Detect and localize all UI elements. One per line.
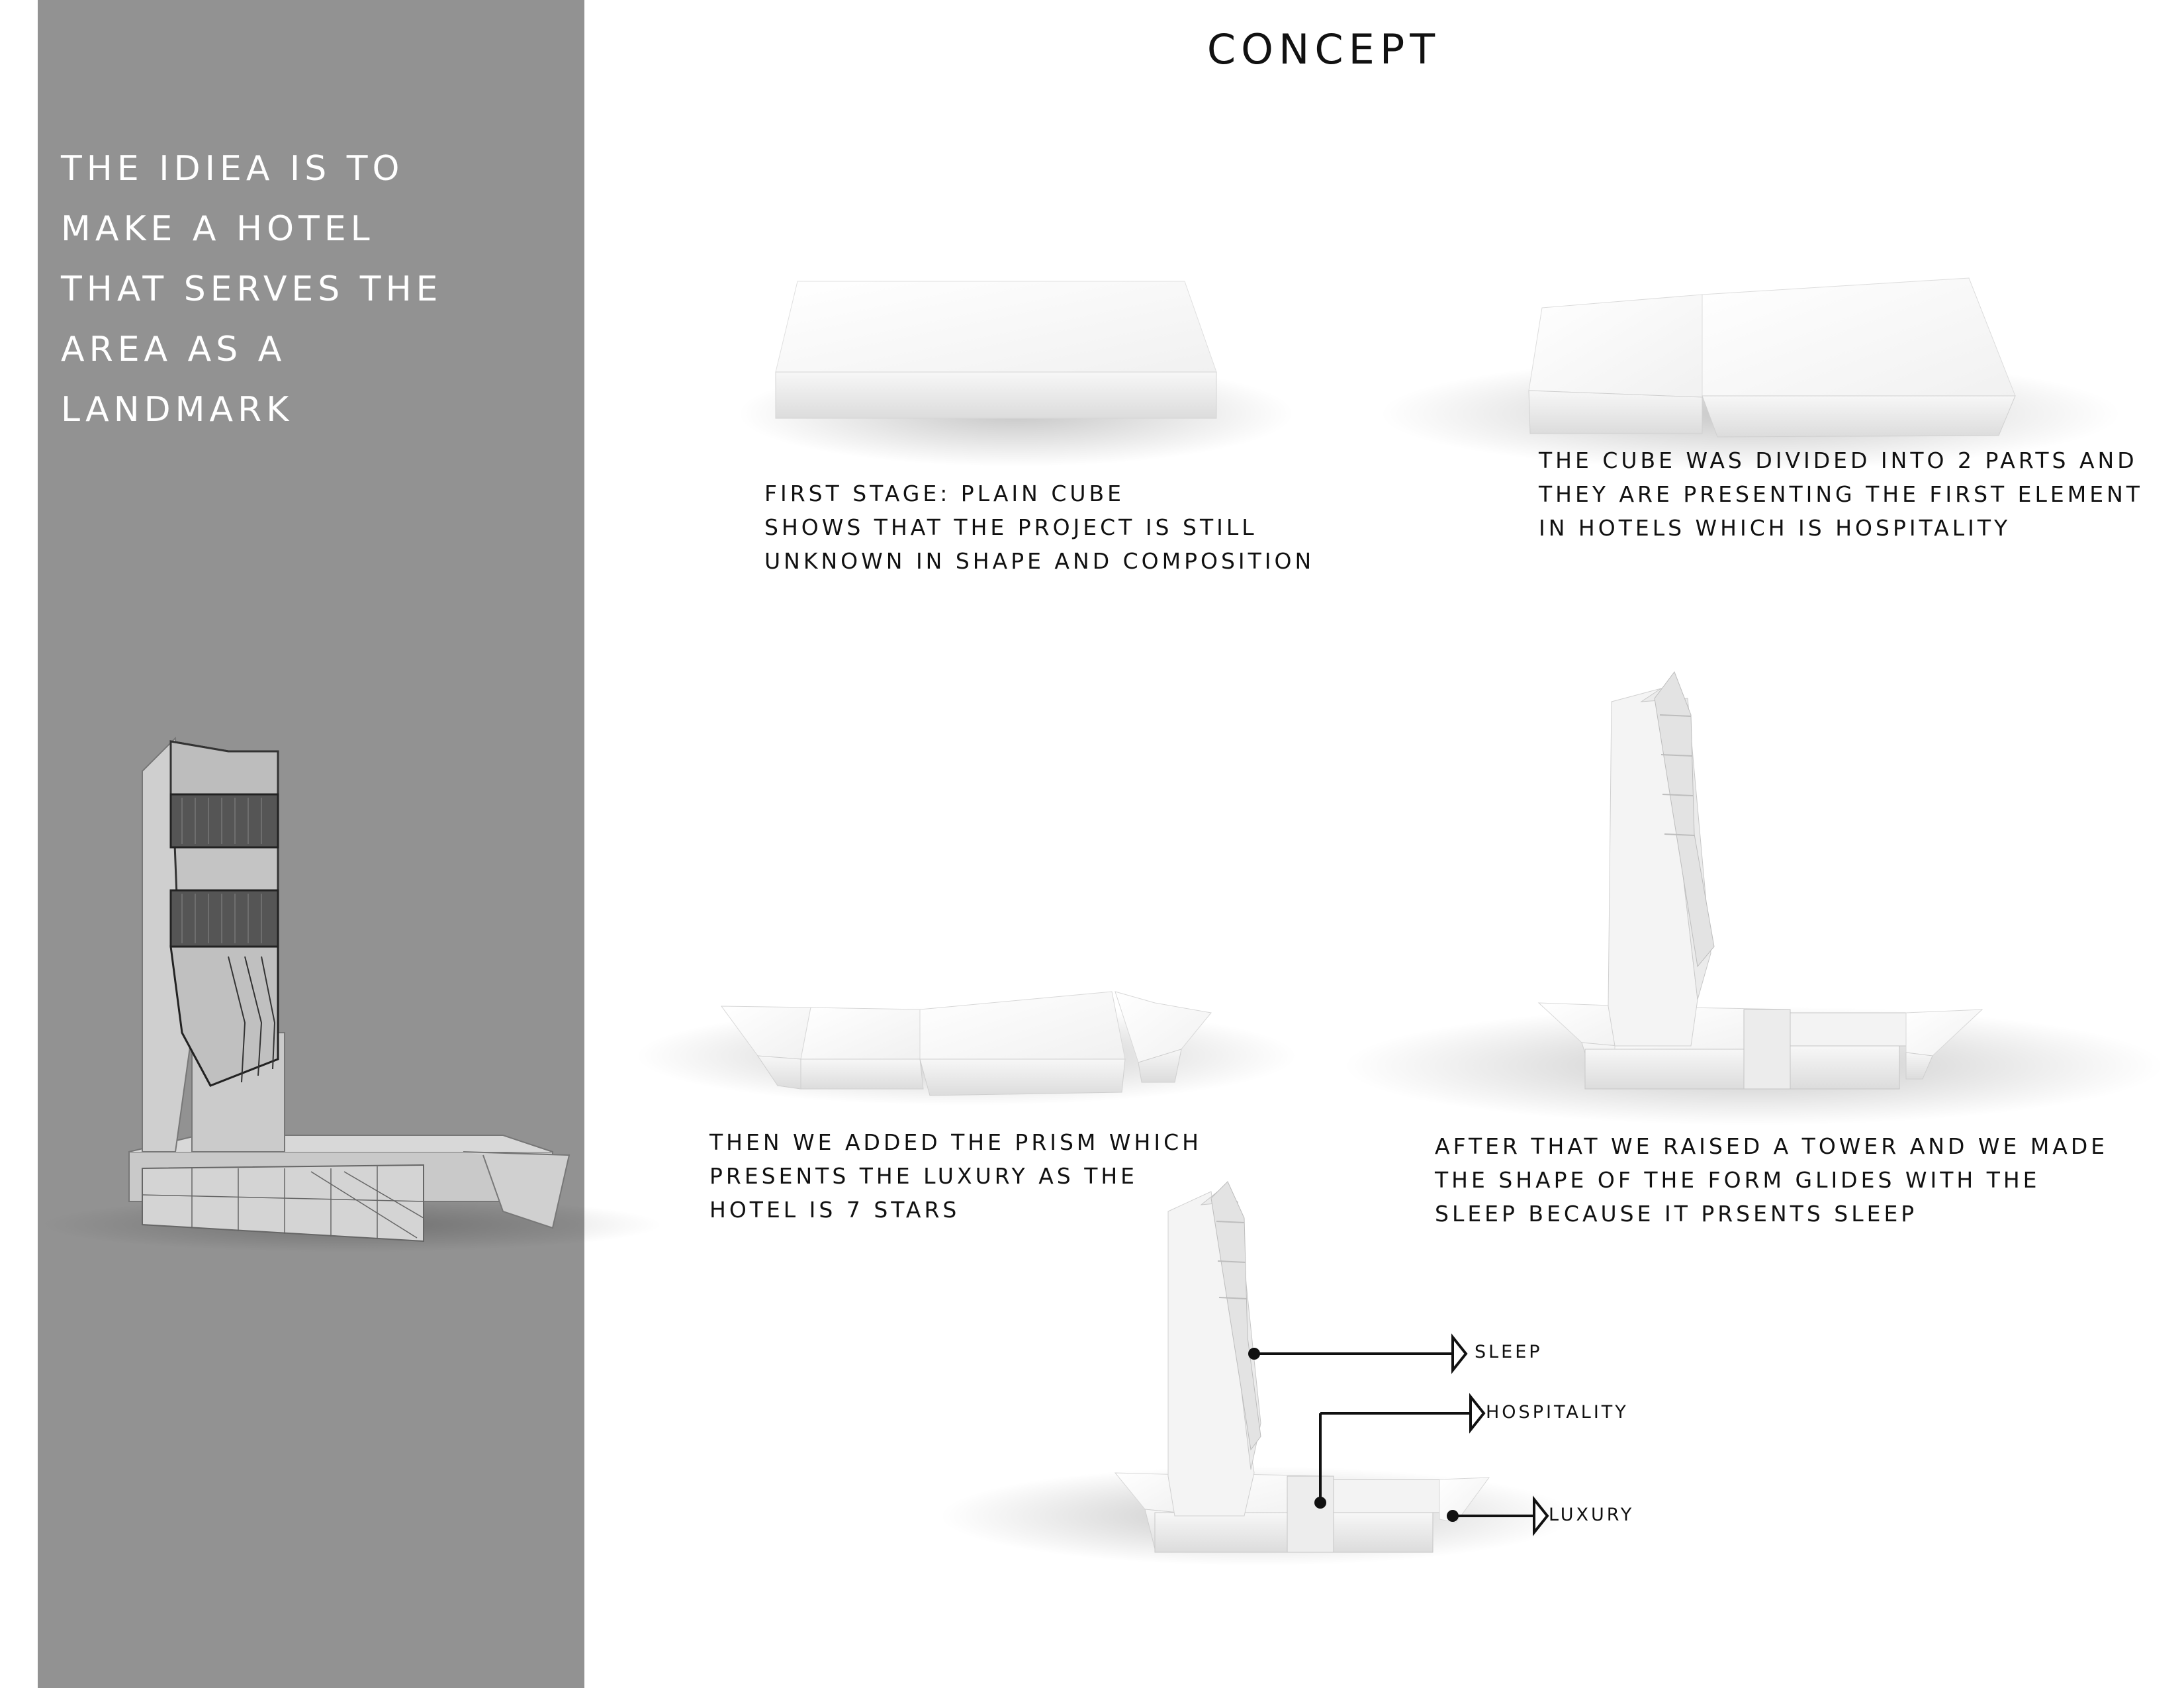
stage4-tower-model: [1343, 672, 2164, 1125]
caption-line: THE CUBE WAS DIVIDED INTO 2 PARTS AND: [1539, 447, 2138, 473]
idea-line: MAKE A HOTEL: [61, 209, 375, 249]
idea-line: AREA AS A: [61, 330, 287, 369]
label-hospitality: HOSPITALITY: [1486, 1402, 1629, 1423]
caption-line: FIRST STAGE: PLAIN CUBE: [764, 481, 1125, 506]
stage3-caption: [709, 1125, 1202, 1227]
idea-line: LANDMARK: [61, 390, 294, 430]
caption-line: SLEEP BECAUSE IT PRSENTS SLEEP: [1435, 1201, 1918, 1227]
stage2-divided-cube-model: [1380, 278, 2121, 470]
stage1-cube-model: [738, 281, 1294, 467]
caption-line: PRESENTS THE LUXURY AS THE: [709, 1163, 1138, 1189]
callout-sleep-leader: [1250, 1337, 1466, 1370]
caption-line: IN HOTELS WHICH IS HOSPITALITY: [1539, 515, 2011, 541]
caption-line: AFTER THAT WE RAISED A TOWER AND WE MADE: [1435, 1133, 2109, 1159]
label-sleep: SLEEP: [1475, 1342, 1543, 1362]
caption-line: THE SHAPE OF THE FORM GLIDES WITH THE: [1435, 1167, 2040, 1193]
stage1-caption: [764, 477, 1314, 578]
caption-line: SHOWS THAT THE PROJECT IS STILL: [764, 514, 1257, 540]
caption-line: UNKNOWN IN SHAPE AND COMPOSITION: [764, 548, 1315, 574]
final-labeled-model: [940, 1182, 1575, 1566]
sidebar-hotel-model: [40, 738, 662, 1252]
caption-line: THEY ARE PRESENTING THE FIRST ELEMENT: [1539, 481, 2143, 507]
caption-line: THEN WE ADDED THE PRISM WHICH: [709, 1129, 1202, 1155]
idea-line: THE IDIEA IS TO: [61, 149, 404, 189]
stage4-caption: [1435, 1129, 2108, 1231]
page-title: CONCEPT: [1206, 25, 1441, 73]
stage3-prism-model: [635, 992, 1297, 1105]
label-luxury: LUXURY: [1549, 1505, 1635, 1525]
stage2-caption: [1539, 444, 2143, 545]
caption-line: HOTEL IS 7 STARS: [709, 1197, 960, 1223]
idea-line: THAT SERVES THE: [61, 269, 443, 309]
